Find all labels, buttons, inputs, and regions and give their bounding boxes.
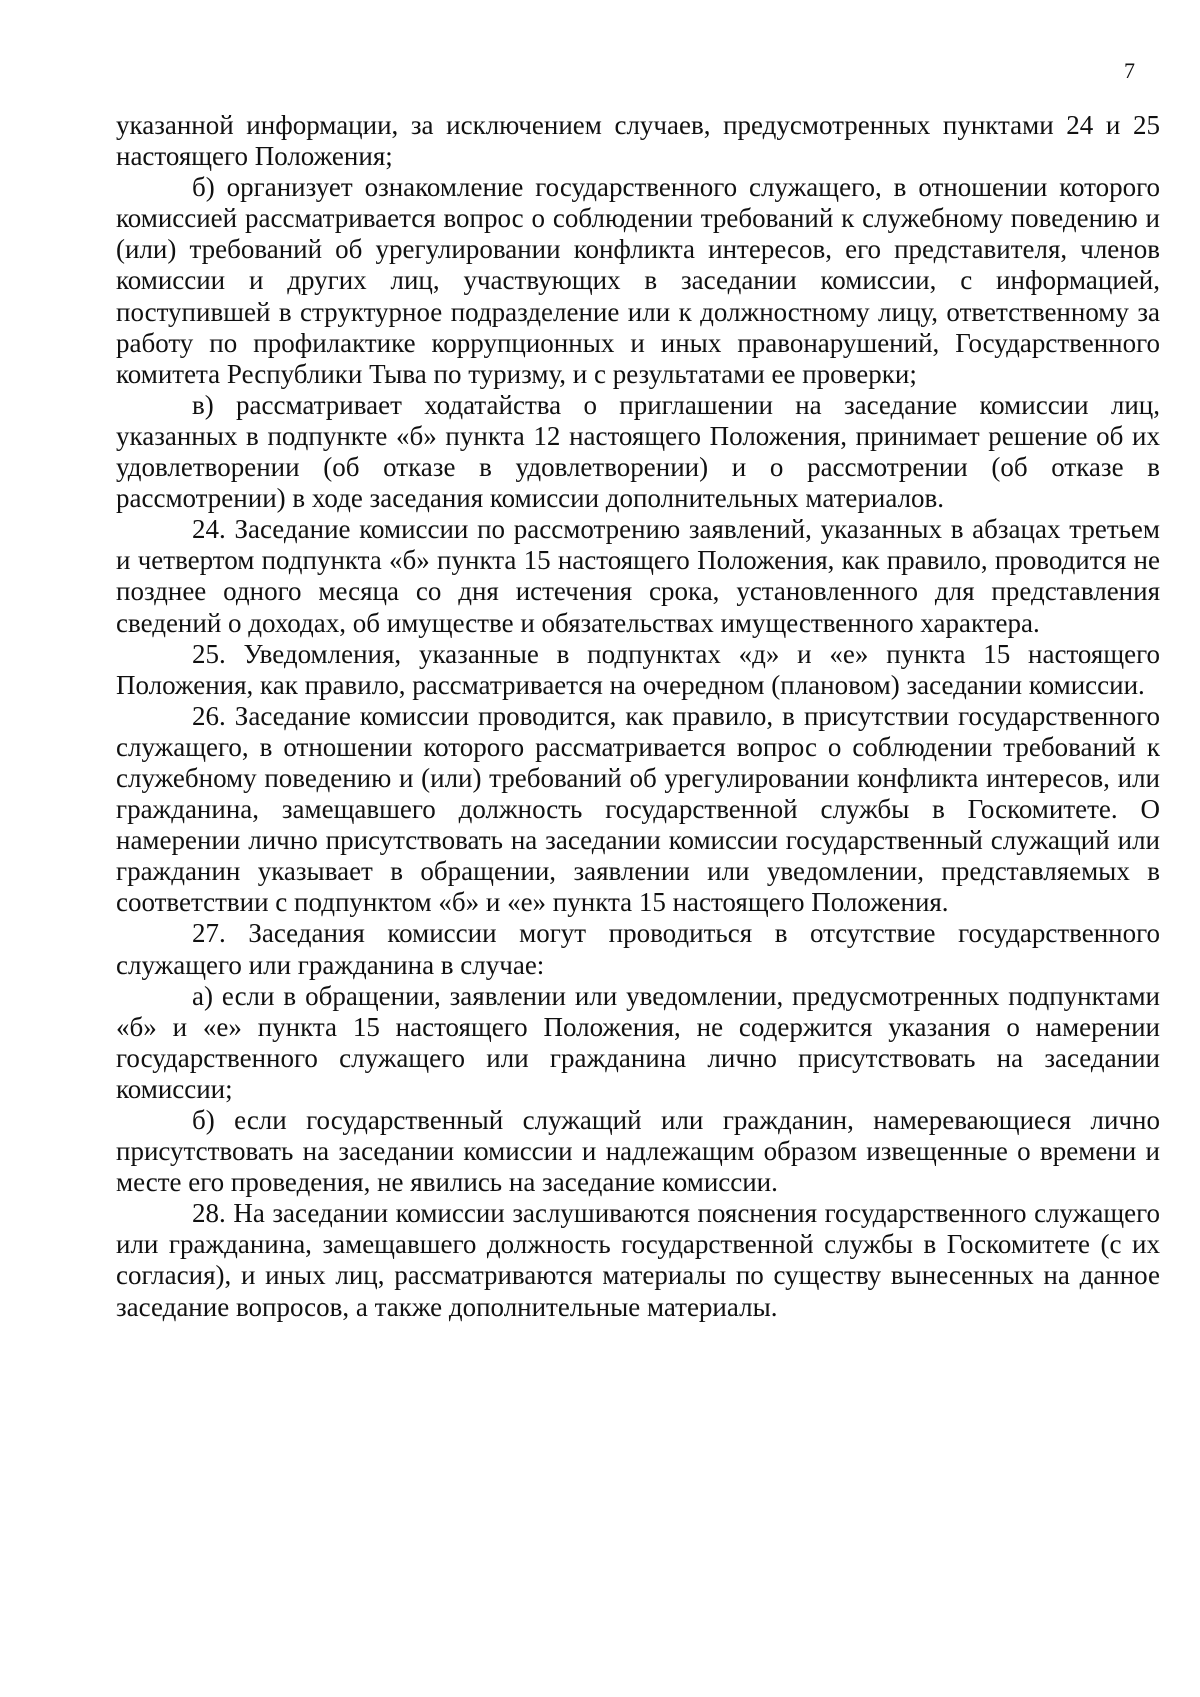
- paragraph-item-27-subitem-b: б) если государственный служащий или гражданин, намеревающиеся лично присутствовать на заседании комиссии и надлежащим образом извещенные о времени и месте его проведения, не явились на заседание комиссии.: [116, 1105, 1160, 1198]
- document-body: [116, 110, 1160, 1323]
- paragraph-item-25: 25. Уведомления, указанные в подпунктах «д» и «е» пункта 15 настоящего Положения, как правило, рассматривается на очередном (плановом) заседании комиссии.: [116, 638, 1160, 700]
- paragraph-item-26: 26. Заседание комиссии проводится, как правило, в присутствии государственного служащего, в отношении которого рассматривается вопрос о соблюдении требований к служебному поведению и (или) требований об урегулировании конфликта интересов, или гражданина, замещавшего должность государственной службы в Госкомитете. О намерении лично присутствовать на заседании комиссии государственный служащий или гражданин указывает в обращении, заявлении или уведомлении, представляемых в соответствии с подпунктом «б» и «е» пункта 15 настоящего Положения.: [116, 700, 1160, 918]
- page-number: 7: [1124, 58, 1135, 83]
- paragraph-subitem-v: в) рассматривает ходатайства о приглашении на заседание комиссии лиц, указанных в подпункте «б» пункта 12 настоящего Положения, принимает решение об их удовлетворении (об отказе в удовлетворении) и о рассмотрении (об отказе в рассмотрении) в ходе заседания комиссии дополнительных материалов.: [116, 389, 1160, 514]
- paragraph-item-24: 24. Заседание комиссии по рассмотрению заявлений, указанных в абзацах третьем и четвертом подпункта «б» пункта 15 настоящего Положения, как правило, проводится не позднее одного месяца со дня истечения срока, установленного для представления сведений о доходах, об имуществе и обязательствах имущественного характера.: [116, 514, 1160, 638]
- paragraph-continuation: указанной информации, за исключением случаев, предусмотренных пунктами 24 и 25 настоящего Положения;: [116, 110, 1160, 172]
- paragraph-item-27-subitem-a: а) если в обращении, заявлении или уведомлении, предусмотренных подпунктами «б» и «е» пункта 15 настоящего Положения, не содержится указания о намерении государственного служащего или гражданина лично присутствовать на заседании комиссии;: [116, 980, 1160, 1104]
- paragraph-item-28: 28. На заседании комиссии заслушиваются пояснения государственного служащего или гражданина, замещавшего должность государственной службы в Госкомитете (с их согласия), и иных лиц, рассматриваются материалы по существу вынесенных на данное заседание вопросов, а также дополнительные материалы.: [116, 1198, 1160, 1322]
- paragraph-subitem-b: б) организует ознакомление государственного служащего, в отношении которого комиссией рассматривается вопрос о соблюдении требований к служебному поведению и (или) требований об урегулировании конфликта интересов, его представителя, членов комиссии и других лиц, участвующих в заседании комиссии, с информацией, поступившей в структурное подразделение или к должностному лицу, ответственному за работу по профилактике коррупционных и иных правонарушений, Государственного комитета Республики Тыва по туризму, и с результатами ее проверки;: [116, 172, 1160, 389]
- paragraph-item-27: 27. Заседания комиссии могут проводиться в отсутствие государственного служащего или гражданина в случае:: [116, 918, 1160, 980]
